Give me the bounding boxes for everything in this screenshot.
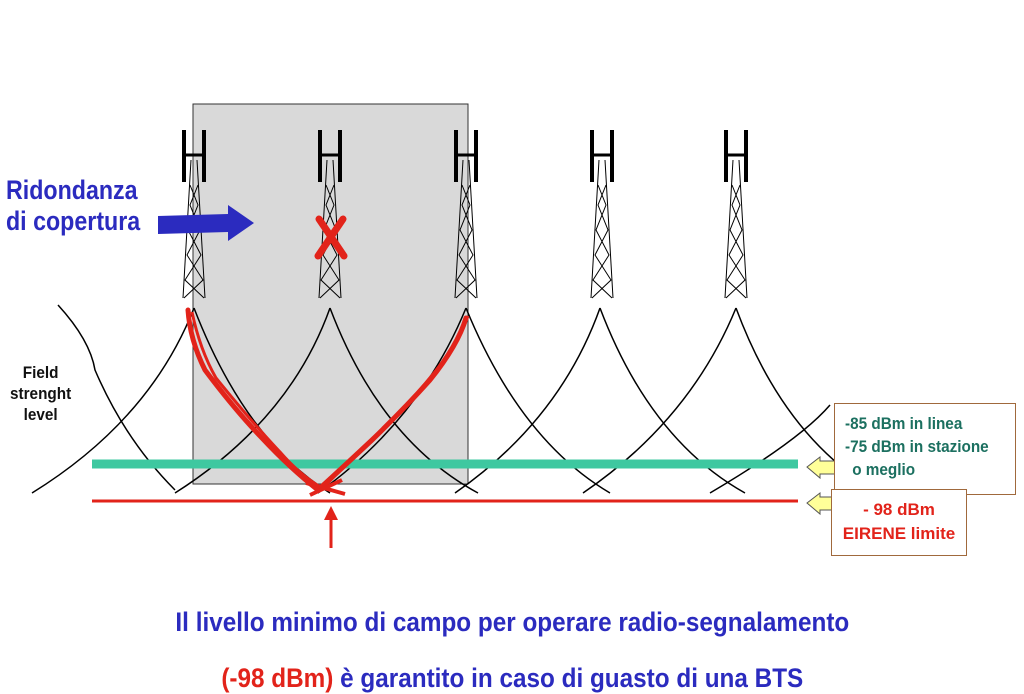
green-threshold-line2: -75 dBm in stazione <box>845 437 989 456</box>
tower-4 <box>591 130 613 298</box>
red-threshold-line2: EIRENE limite <box>842 524 956 543</box>
coverage-curve-6-left <box>710 405 830 493</box>
redundancy-area <box>193 104 468 484</box>
field-label-line3: level <box>23 405 58 424</box>
caption-line1 <box>0 607 1024 638</box>
field-strength-label <box>10 362 71 425</box>
green-threshold-line3: o meglio <box>852 460 916 479</box>
caption-line2-blue: è garantito in caso di guasto di una BTS <box>333 663 803 693</box>
caption-line1-text: Il livello minimo di campo per operare radio-segnalamento <box>175 607 849 637</box>
red-threshold-box <box>831 489 967 556</box>
green-threshold-box <box>834 403 1016 495</box>
caption-line2-red: (-98 dBm) <box>221 663 334 693</box>
caption-line2 <box>0 663 1024 694</box>
field-label-line2: strenght <box>10 384 72 403</box>
redundancy-label-line1: Ridondanza <box>6 175 138 205</box>
redundancy-label-line2: di copertura <box>6 206 141 236</box>
minimum-point-arrow-icon <box>324 506 338 548</box>
field-label-line1: Field <box>22 363 59 382</box>
tower-5 <box>725 130 747 298</box>
redundancy-label <box>6 175 140 237</box>
red-threshold-line1: - 98 dBm <box>863 500 935 519</box>
green-threshold-line1: -85 dBm in linea <box>845 414 963 433</box>
